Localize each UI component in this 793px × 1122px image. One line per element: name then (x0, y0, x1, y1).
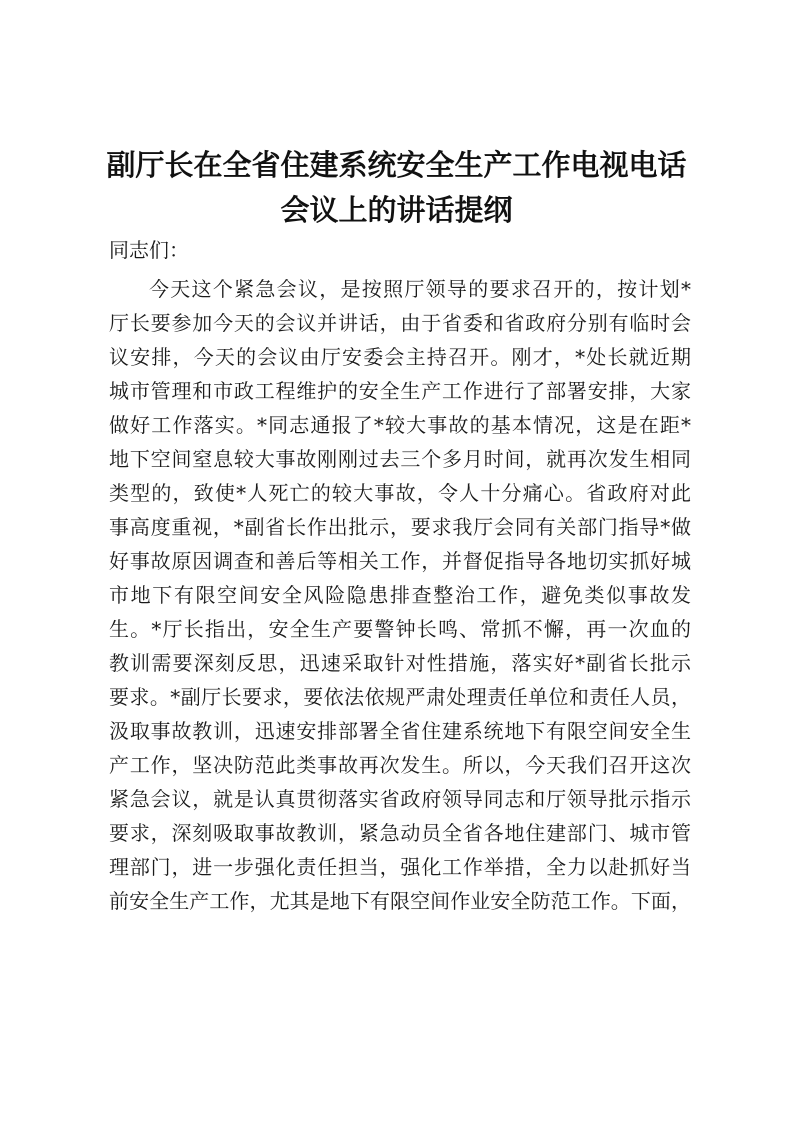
body-line: 类型的，致使*人死亡的较大事故，令人十分痛心。省政府对此 (109, 481, 691, 505)
body-line: 汲取事故教训，迅速安排部署全省住建系统地下有限空间安全生 (109, 719, 691, 743)
body-line: 产工作，坚决防范此类事故再次发生。所以，今天我们召开这次 (109, 753, 691, 777)
body-line: 厅长要参加今天的会议并讲话，由于省委和省政府分别有临时会 (109, 311, 691, 335)
body-line: 好事故原因调查和善后等相关工作，并督促指导各地切实抓好城 (109, 549, 691, 573)
document-title-line-1: 副厅长在全省住建系统安全生产工作电视电话 (106, 148, 687, 182)
body-line: 事高度重视，*副省长作出批示，要求我厅会同有关部门指导*做 (109, 515, 691, 539)
body-line: 市地下有限空间安全风险隐患排查整治工作，避免类似事故发 (109, 583, 691, 607)
body-line: 城市管理和市政工程维护的安全生产工作进行了部署安排，大家 (109, 379, 691, 403)
body-line: 做好工作落实。*同志通报了*较大事故的基本情况，这是在距* (109, 413, 691, 437)
body-line: 前安全生产工作，尤其是地下有限空间作业安全防范工作。下面， (109, 889, 691, 913)
body-line: 教训需要深刻反思，迅速采取针对性措施，落实好*副省长批示 (109, 651, 691, 675)
body-line: 理部门，进一步强化责任担当，强化工作举措，全力以赴抓好当 (109, 855, 691, 879)
body-line: 要求。*副厅长要求，要依法依规严肃处理责任单位和责任人员， (109, 685, 691, 709)
body-line: 议安排，今天的会议由厅安委会主持召开。刚才，*处长就近期 (109, 345, 691, 369)
document-title-line-2: 会议上的讲话提纲 (280, 193, 513, 227)
body-line: 地下空间窒息较大事故刚刚过去三个多月时间，就再次发生相同 (109, 447, 691, 471)
body-line: 要求，深刻吸取事故教训，紧急动员全省各地住建部门、城市管 (109, 821, 691, 845)
body-line: 生。*厅长指出，安全生产要警钟长鸣、常抓不懈，再一次血的 (109, 617, 691, 641)
salutation: 同志们： (109, 238, 189, 262)
body-line: 今天这个紧急会议，是按照厅领导的要求召开的，按计划* (149, 277, 691, 301)
body-line: 紧急会议，就是认真贯彻落实省政府领导同志和厅领导批示指示 (109, 787, 691, 811)
